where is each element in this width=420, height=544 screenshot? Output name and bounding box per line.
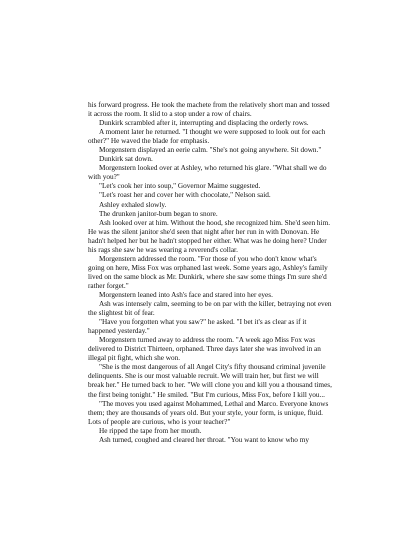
paragraph: Ash was intensely calm, seeming to be on par with the killer, betraying not even the slightest bit of fear. [88,300,332,318]
paragraph: Ash looked over at him. Without the hood, she recognized him. She'd seen him. He was the silent janitor she'd seen that night after her run in with Donovan. He hadn't helped her but he hadn't stopped her either. What was he doing here? Under his rags she saw he was wearing a reverend's collar. [88,218,331,254]
paragraph: Dunkirk scrambled after it, interrupting and displacing the orderly rows. [99,119,309,128]
paragraph: Morgenstern turned away to address the room. "A week ago Miss Fox was delivered to District Thirteen, orphaned. Three days later she was involved in an illegal pit fight, which she won. [88,336,321,363]
paragraph: his forward progress. He took the machete from the relatively short man and tossed it across the room. It slid to a stop under a row of chairs. [88,101,330,119]
paragraph: Ashley exhaled slowly. [99,200,167,209]
paragraph: "Let's roast her and cover her with chocolate," Nelson said. [99,191,271,200]
paragraph: Morgenstern looked over at Ashley, who returned his glare. "What shall we do with you?" [88,164,327,182]
paragraph: "The moves you used against Mohammed, Lethal and Marco. Everyone knows them; they are thousands of years old. But your style, your form, is unique, fluid. Lots of people are curious, who is your teacher?" [88,399,329,426]
paragraph: Morgenstern displayed an eerie calm. "She's not going anywhere. Sit down." [99,146,322,155]
paragraph: He ripped the tape from her mouth. [99,426,202,435]
paragraph: "Have you forgotten what you saw?" he asked. "I bet it's as clear as if it happened yesterday." [88,318,307,336]
paragraph: "Let's cook her into soup," Governor Maime suggested. [99,182,261,191]
paragraph: Morgenstern addressed the room. "For those of you who don't know what's going on here, Miss Fox was orphaned last week. Some years ago, Ashley's family lived on the same block as Mr. Dunkirk, where she saw some things I'm sure she'd rather forget." [88,254,328,290]
paragraph: Dunkirk sat down. [99,155,153,164]
paragraph: "She is the most dangerous of all Angel City's fifty thousand criminal juvenile delinquents. She is our most valuable recruit. We will train her, but first we will break her." He turned back to her. "We will clone you and kill you a thousand times, the first being tonight." He smiled. "But I'm curious, Miss Fox, before I kill you... [88,363,332,399]
paragraph: The drunken janitor-bum began to snore. [99,209,218,218]
paragraph: A moment later he returned. "I thought we were supposed to look out for each other?" He waved the blade for emphasis. [88,128,326,146]
paragraph: Ash turned, coughed and cleared her throat. "You want to know who my [99,435,310,444]
paragraph: Morgenstern leaned into Ash's face and stared into her eyes. [99,290,273,299]
body-text [88,101,334,445]
